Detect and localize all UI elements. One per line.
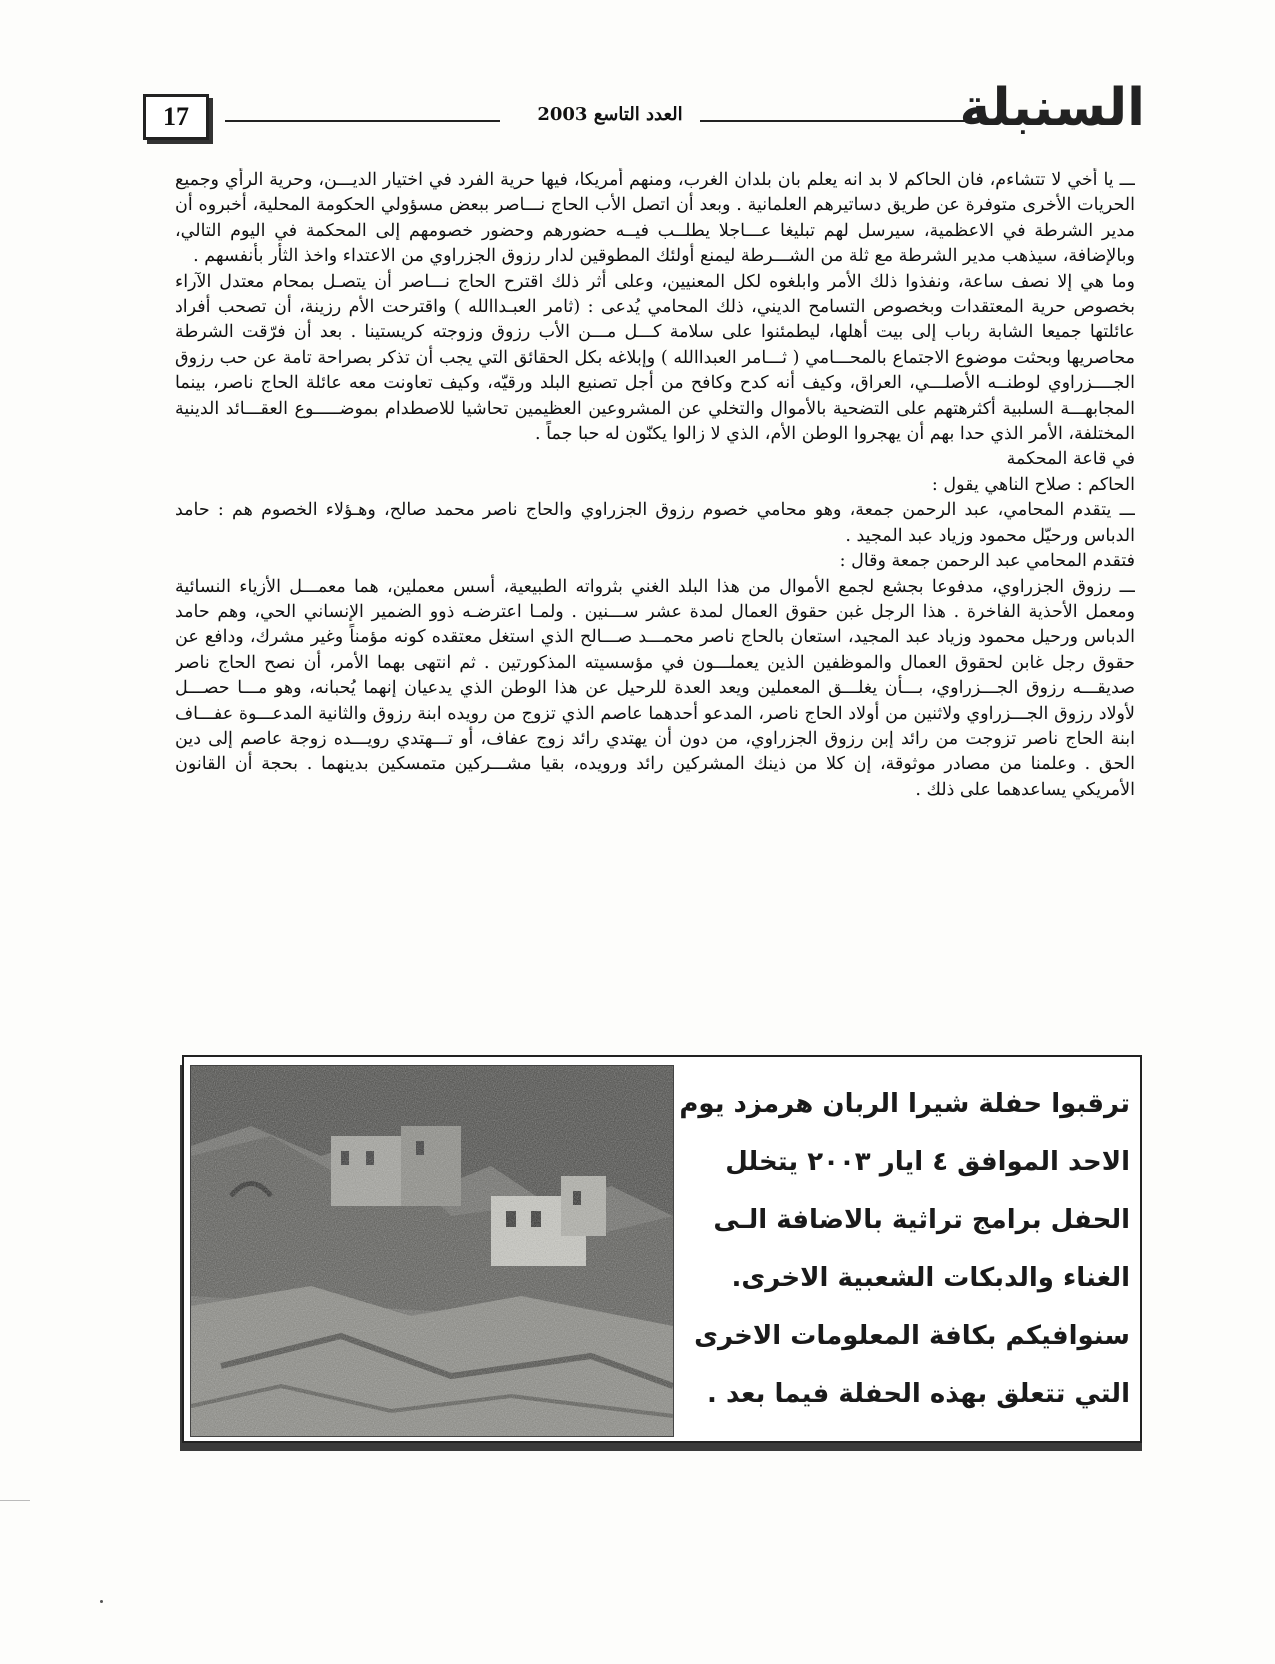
paragraph: الحاكم : صلاح الناهي يقول : xyxy=(931,474,1135,495)
paragraph: ـــ يتقدم المحامي، عبد الرحمن جمعة، وهو محامي خصوم رزوق الجزراوي والحاج ناصر محمد صالح، وهـؤلاء الخصوم هم : حامد الدباس ورحيّل محمود وزياد عبد المجيد . xyxy=(175,500,1135,546)
ad-line: الحفل برامج تراثية بالاضافة الـى xyxy=(713,1205,1130,1235)
section-heading: في قاعة المحكمة xyxy=(1006,449,1135,470)
paragraph: ـــ رزوق الجزراوي، مدفوعا بجشع لجمع الأموال من هذا البلد الغني بثرواته الطبيعية، أسس معملين، هما معمـــل الأزياء النسائية ومعمل الأحذية الفاخرة . هذا الرجل غبن حقوق العمال لمدة عشر ســـنين . ولمـا اعترضـه ذوو الضمير الإنساني الحي، وهم حامد الدباس ورحيل محمود وزياد عبد المجيد، استعان بالحاج ناصر محمـــد صـــالح الذي استغل معتقده كونه مؤمناً وغير مشرك، ودافع عن حقوق رجل غابن لحقوق العمال والموظفين الذين يعملـــون في مؤسسيته المذكورتين . ثم انتهى بهما الأمر، أن نصح الحاج ناصر صديقـــه رزوق الجـــزراوي، بـــأن يغلـــق المعملين ويعد العدة للرحيل عن هذا الوطن الذي يدعيان إنهما يُحبانه، وهو مـــا حصـــل لأولاد رزوق الجـــزراوي ولاثنين من أولاد الحاج ناصر، المدعو أحدهما عاصم الذي تزوج من رويده ابنة رزوق والثانية المدعـــوة عفـــاف ابنة الحاج ناصر تزوجت من رائد إبن رزوق الجزراوي، من دون أن يهتدي رائد زوج عفاف، أو تـــهتدي رويـــده زوجة عاصم إلى دين الحق . وعلمنا من مصادر موثوقة، إن كلا من ذينك المشركين رائد ورويده، بقيا مشـــركين متمسكين بدينهما . بحجة أن القانون الأمريكي يساعدهما على ذلك . xyxy=(175,576,1135,800)
header-rule-right xyxy=(700,120,1000,122)
scan-dot xyxy=(100,1600,103,1603)
monastery-photo xyxy=(190,1065,674,1437)
advertisement-text xyxy=(679,1075,1130,1423)
header-rule-left xyxy=(225,120,500,122)
paragraph: وما هي إلا نصف ساعة، ونفذوا ذلك الأمر وابلغوه لكل المعنيين، وعلى أثر ذلك اقترح الحاج نـــاصر أن يتصـل بمحام معتدل الآراء بخصوص حرية المعتقدات وبخصوص التسامح الديني، ذلك المحامي يُدعى : (ثامر العبـداالله ) واقترحت الأم رزينة، أن تصحب أفراد عائلتها جميعا الشابة رباب إلى بيت أهلها، ليطمئنوا على سلامة كـــل مـــن الأب رزوق وزوجته كريستينا . بعد أن فرّقت الشرطة محاصريها وبحثت موضوع الاجتماع بالمحـــامي ( ثـــامر العبداالله ) وإبلاغه بكل الحقائق التي يجب أن تذكر بصراحة تامة عن حب رزوق الجــــزراوي لوطنــه الأصلـــي، العراق، وكيف أنه كدح وكافح من أجل تصنيع البلد ورقيّه، وكيف تعاونت معه عائلة الحاج ناصر، بينما المجابهـــة السلبية أكثرهتهم على التضحية بالأموال والتخلي عن المشروعين العظيمين تحاشيا للاصطدام بموضـــــوع العقـــائد الدينية المختلفة، الأمر الذي حدا بهم أن يهجروا الوطن الأم، الذي لا زالوا يكنّون له حبا جماً . xyxy=(175,271,1135,445)
margin-mark xyxy=(0,1500,30,1501)
article-body xyxy=(175,168,1135,1028)
page-number-box: 17 xyxy=(143,94,209,140)
advertisement-box xyxy=(182,1055,1142,1443)
masthead-title: السنبلة xyxy=(959,78,1145,138)
ad-line: ترقبوا حفلة شيرا الربان هرمزد يوم xyxy=(679,1089,1130,1119)
issue-label: العدد التاسع 2003 xyxy=(537,104,683,125)
ad-line: الغناء والدبكات الشعبية الاخرى. xyxy=(731,1263,1130,1293)
ad-line: التي تتعلق بهذه الحفلة فيما بعد . xyxy=(707,1379,1130,1409)
ad-line: الاحد الموافق ٤ ايار ٢٠٠٣ يتخلل xyxy=(725,1147,1130,1177)
paragraph: فتقدم المحامي عبد الرحمن جمعة وقال : xyxy=(839,551,1135,572)
paragraph: ـــ يا أخي لا تتشاءم، فان الحاكم لا بد انه يعلم بان بلدان الغرب، ومنهم أمريكا، فيها حرية الفرد في اختيار الديـــن، وحرية الرأي وجميع الحريات الأخرى متوفرة عن طريق دساتيرهم العلمانية . وبعد أن اتصل الأب الحاج نـــاصر ببعض مسؤولي الحكومة المحلية، أخبروه أن مدير الشرطة في الاعظمية، سيرسل لهم تبليغا عـــاجلا يطلــب فيــه حضورهم وحضور خصومهم إلى المحكمة في اليوم التالي، وبالإضافة، سيذهب مدير الشرطة مع ثلة من الشـــرطة ليمنع أولئك المطوقين لدار رزوق الجزراوي من الاعتداء واخذ الثأر بأنفسهم . xyxy=(175,170,1135,267)
ad-line: سنوافيكم بكافة المعلومات الاخرى xyxy=(694,1321,1130,1351)
